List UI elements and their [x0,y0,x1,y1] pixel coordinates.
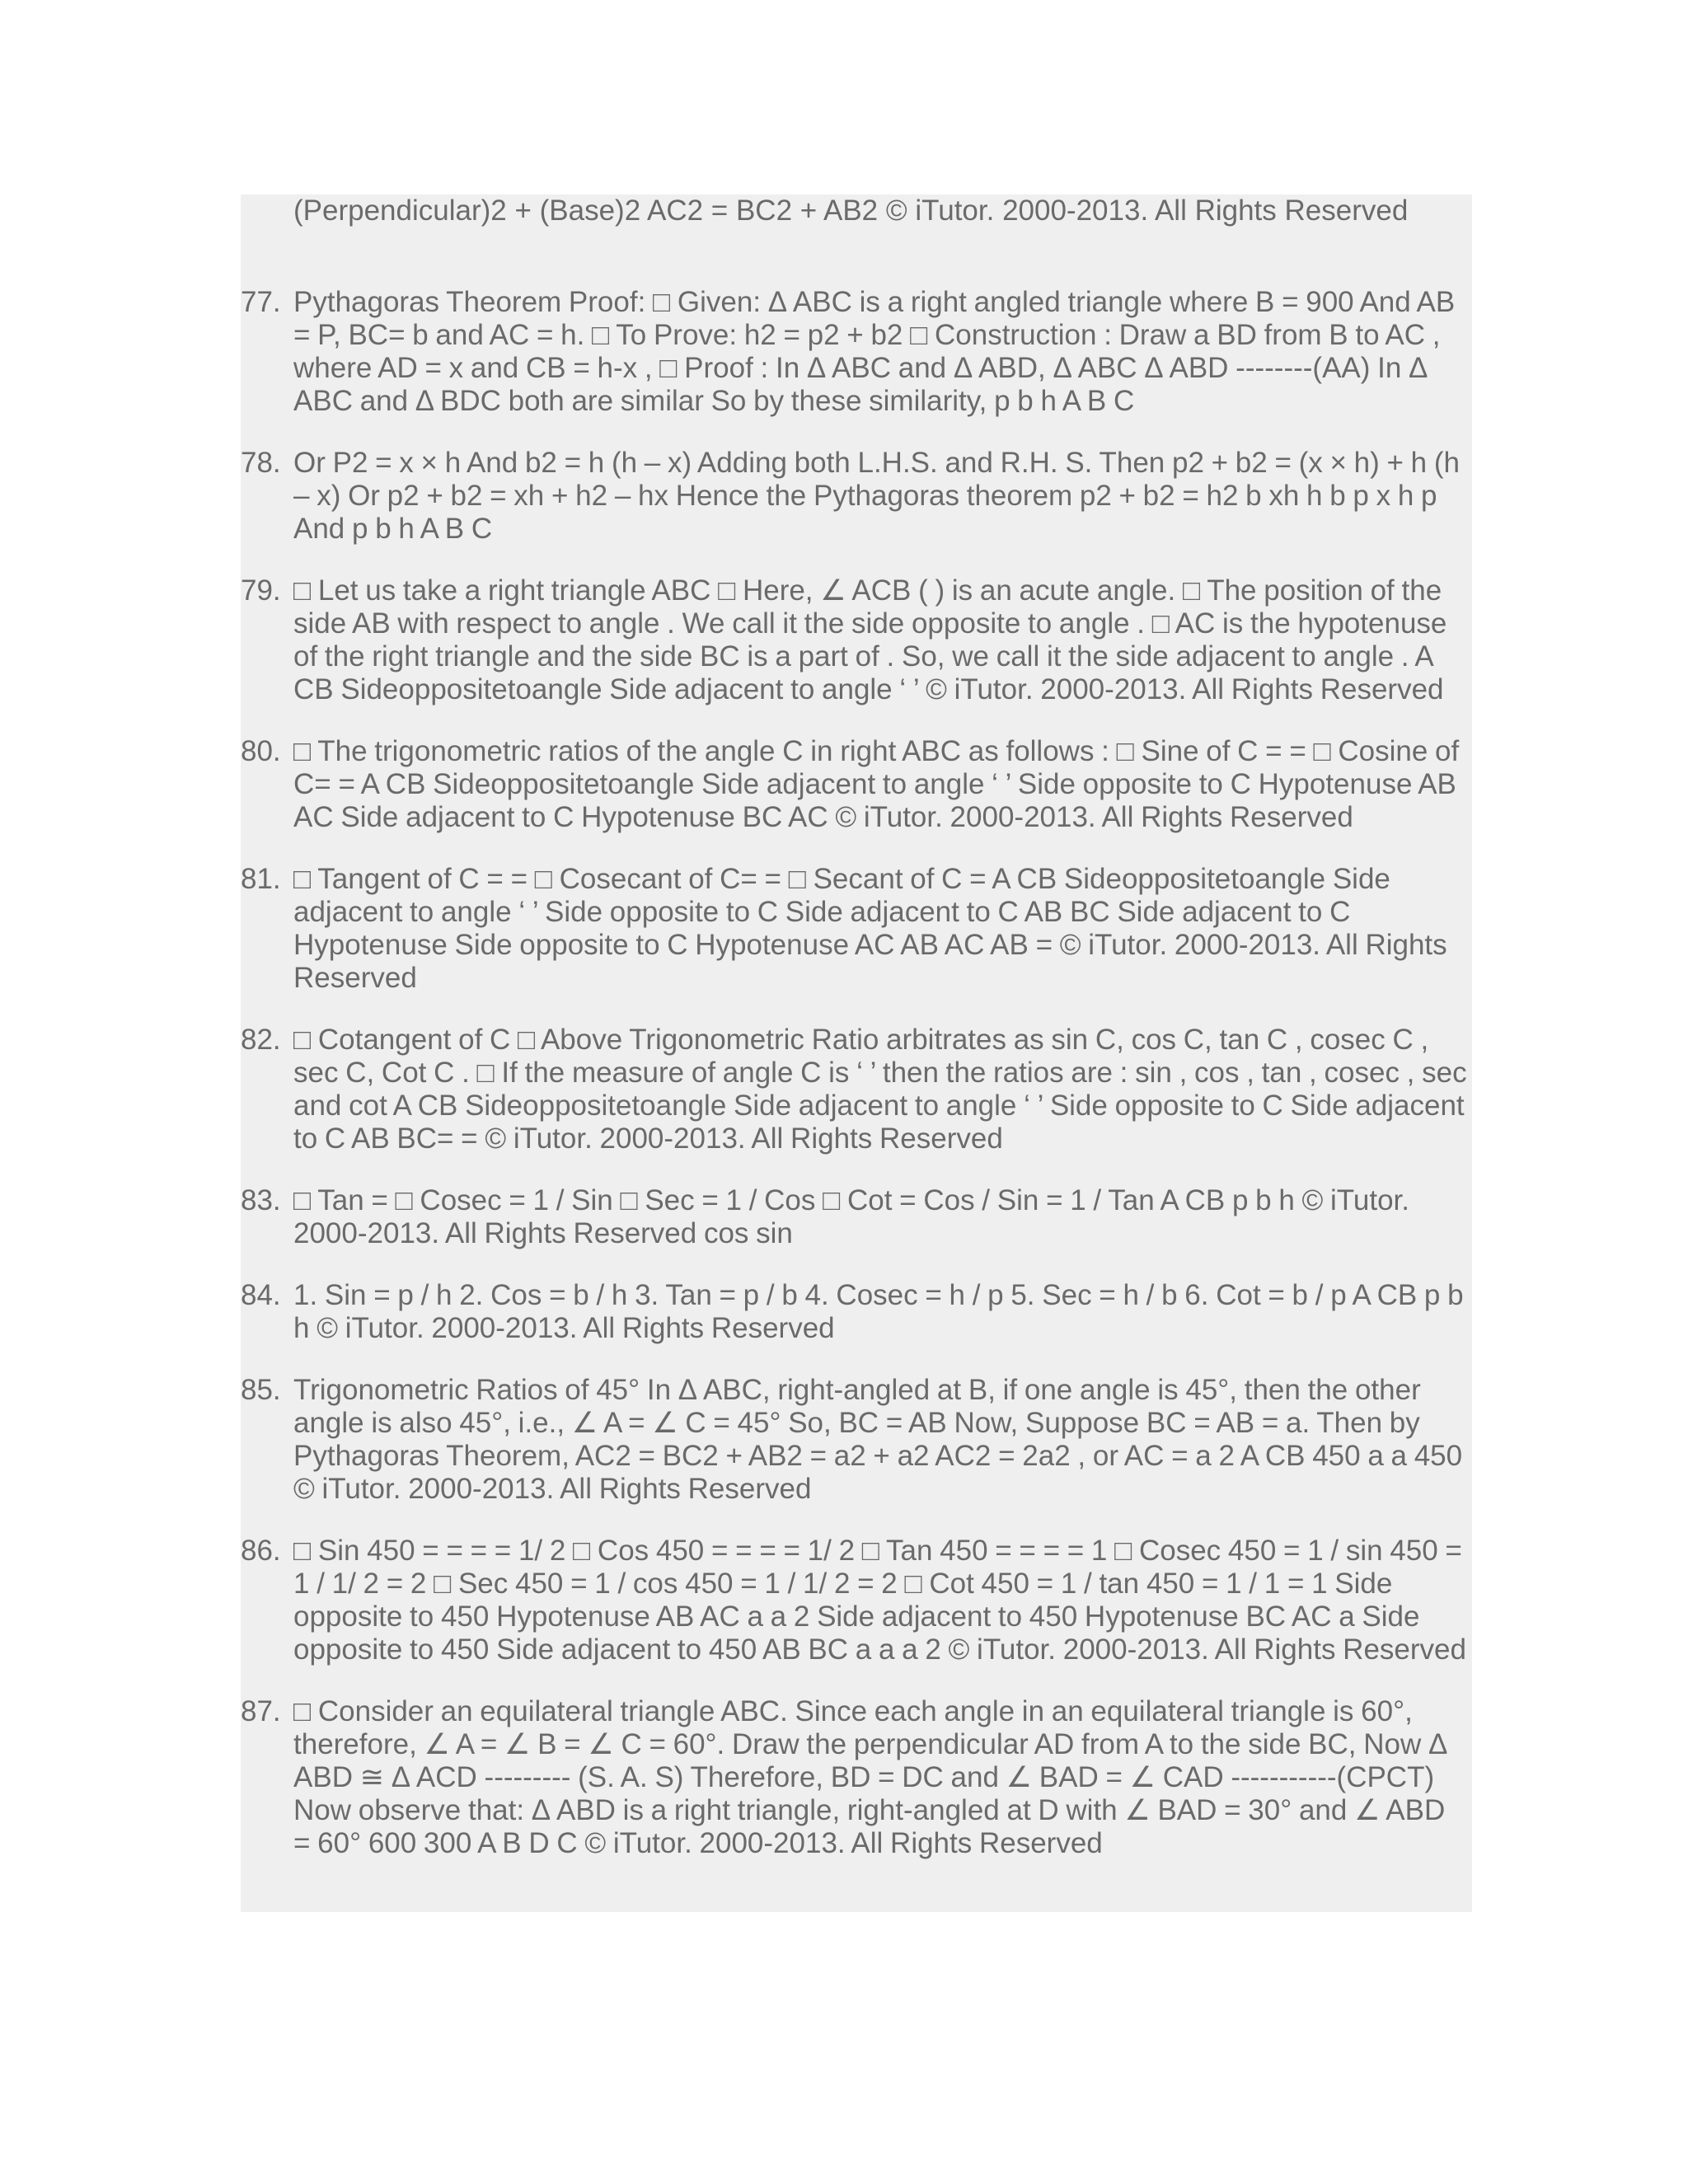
list-item [241,1024,1472,1155]
item-text: □ Let us take a right triangle ABC □ Here, ∠ ACB ( ) is an acute angle. □ The position of the side AB with respect to angle . We call it the side opposite to angle . □ AC is the hypotenuse of the right triangle and the side BC is a part of . So, we call it the side adjacent to angle . A CB Sideoppositetoangle Side adjacent to angle ‘ ’ © iTutor. 2000-2013. All Rights Reserved [293,574,1447,705]
list-item [241,735,1472,834]
item-text: □ Consider an equilateral triangle ABC. Since each angle in an equilateral triangle is 60°, therefore, ∠ A = ∠ B = ∠ C = 60°. Draw the perpendicular AD from A to the side BC, Now Δ ABD ≅ Δ ACD --------- (S. A. S) Therefore, BD = DC and ∠ BAD = ∠ CAD -----------(CPCT) Now observe that: Δ ABD is a right triangle, right-angled at D with ∠ BAD = 30° and ∠ ABD = 60° 600 300 A B D C © iTutor. 2000-2013. All Rights Reserved [293,1695,1447,1859]
intro-text: (Perpendicular)2 + (Base)2 AC2 = BC2 + AB2 © iTutor. 2000-2013. All Rights Reserved [293,194,1409,227]
document-content [241,194,1472,1889]
list-item [241,574,1472,706]
item-text: □ Tangent of C = = □ Cosecant of C= = □ Secant of C = A CB Sideoppositetoangle Side adjacent to angle ‘ ’ Side opposite to C Side adjacent to C AB BC Side adjacent to C Hypotenuse Side opposite to C Hypotenuse AC AB AC AB = © iTutor. 2000-2013. All Rights Reserved [293,863,1447,994]
item-number: 78. [241,447,281,479]
item-text: □ The trigonometric ratios of the angle C in right ABC as follows : □ Sine of C = = □ Cosine of C= = A CB Sideoppositetoangle Side adjacent to angle ‘ ’ Side opposite to C Hypotenuse AB AC Side adjacent to C Hypotenuse BC AC © iTutor. 2000-2013. All Rights Reserved [293,735,1460,833]
item-number: 77. [241,286,281,318]
item-text: □ Cotangent of C □ Above Trigonometric Ratio arbitrates as sin C, cos C, tan C , cosec C , sec C, Cot C . □ If the measure of angle C is ‘ ’ then the ratios are : sin , cos , tan , cosec , sec and cot A CB Sideoppositetoangle Side adjacent to angle ‘ ’ Side opposite to C Side adjacent to C AB BC= = © iTutor. 2000-2013. All Rights Reserved [293,1024,1467,1155]
item-number: 81. [241,863,281,895]
item-number: 80. [241,735,281,767]
list-item [241,447,1472,546]
item-text: Or P2 = x × h And b2 = h (h – x) Adding both L.H.S. and R.H. S. Then p2 + b2 = (x × h) + h (h – x) Or p2 + b2 = xh + h2 – hx Hence the Pythagoras theorem p2 + b2 = h2 b xh h b p x h p And p b h A B C [293,447,1460,545]
item-text: Trigonometric Ratios of 45° In Δ ABC, right-angled at B, if one angle is 45°, then the other angle is also 45°, i.e., ∠ A = ∠ C = 45° So, BC = AB Now, Suppose BC = AB = a. Then by Pythagoras Theorem, AC2 = BC2 + AB2 = a2 + a2 AC2 = 2a2 , or AC = a 2 A CB 450 a a 450 © iTutor. 2000-2013. All Rights Reserved [293,1374,1463,1505]
item-text: Pythagoras Theorem Proof: □ Given: Δ ABC is a right angled triangle where B = 900 And AB = P, BC= b and AC = h. □ To Prove: h2 = p2 + b2 □ Construction : Draw a BD from B to AC , where AD = x and CB = h-x , □ Proof : In Δ ABC and Δ ABD, Δ ABC Δ ABD --------(AA) In Δ ABC and Δ BDC both are similar So by these similarity, p b h A B C [293,286,1456,417]
list-item [241,1535,1472,1666]
item-number: 82. [241,1024,281,1056]
item-number: 83. [241,1184,281,1216]
item-number: 79. [241,574,281,607]
item-text: □ Sin 450 = = = = 1/ 2 □ Cos 450 = = = = 1/ 2 □ Tan 450 = = = = 1 □ Cosec 450 = 1 / sin 450 = 1 / 1/ 2 = 2 □ Sec 450 = 1 / cos 450 = 1 / 1/ 2 = 2 □ Cot 450 = 1 / tan 450 = 1 / 1 = 1 Side opposite to 450 Hypotenuse AB AC a a 2 Side adjacent to 450 Hypotenuse BC AC a Side opposite to 450 Side adjacent to 450 AB BC a a a 2 © iTutor. 2000-2013. All Rights Reserved [293,1535,1466,1666]
item-number: 86. [241,1535,281,1567]
item-number: 85. [241,1374,281,1406]
item-text: 1. Sin = p / h 2. Cos = b / h 3. Tan = p / b 4. Cosec = h / p 5. Sec = h / b 6. Cot = b / p A CB p b h © iTutor. 2000-2013. All Rights Reserved [293,1279,1464,1344]
list-item [241,1695,1472,1860]
list-item [241,863,1472,995]
numbered-list [241,286,1472,1860]
list-item [241,1184,1472,1250]
item-number: 87. [241,1695,281,1727]
list-item [241,286,1472,418]
list-item [241,1279,1472,1345]
item-text: □ Tan = □ Cosec = 1 / Sin □ Sec = 1 / Cos □ Cot = Cos / Sin = 1 / Tan A CB p b h © iTutor. 2000-2013. All Rights Reserved cos sin [293,1184,1409,1249]
item-number: 84. [241,1279,281,1311]
list-item [241,1374,1472,1506]
